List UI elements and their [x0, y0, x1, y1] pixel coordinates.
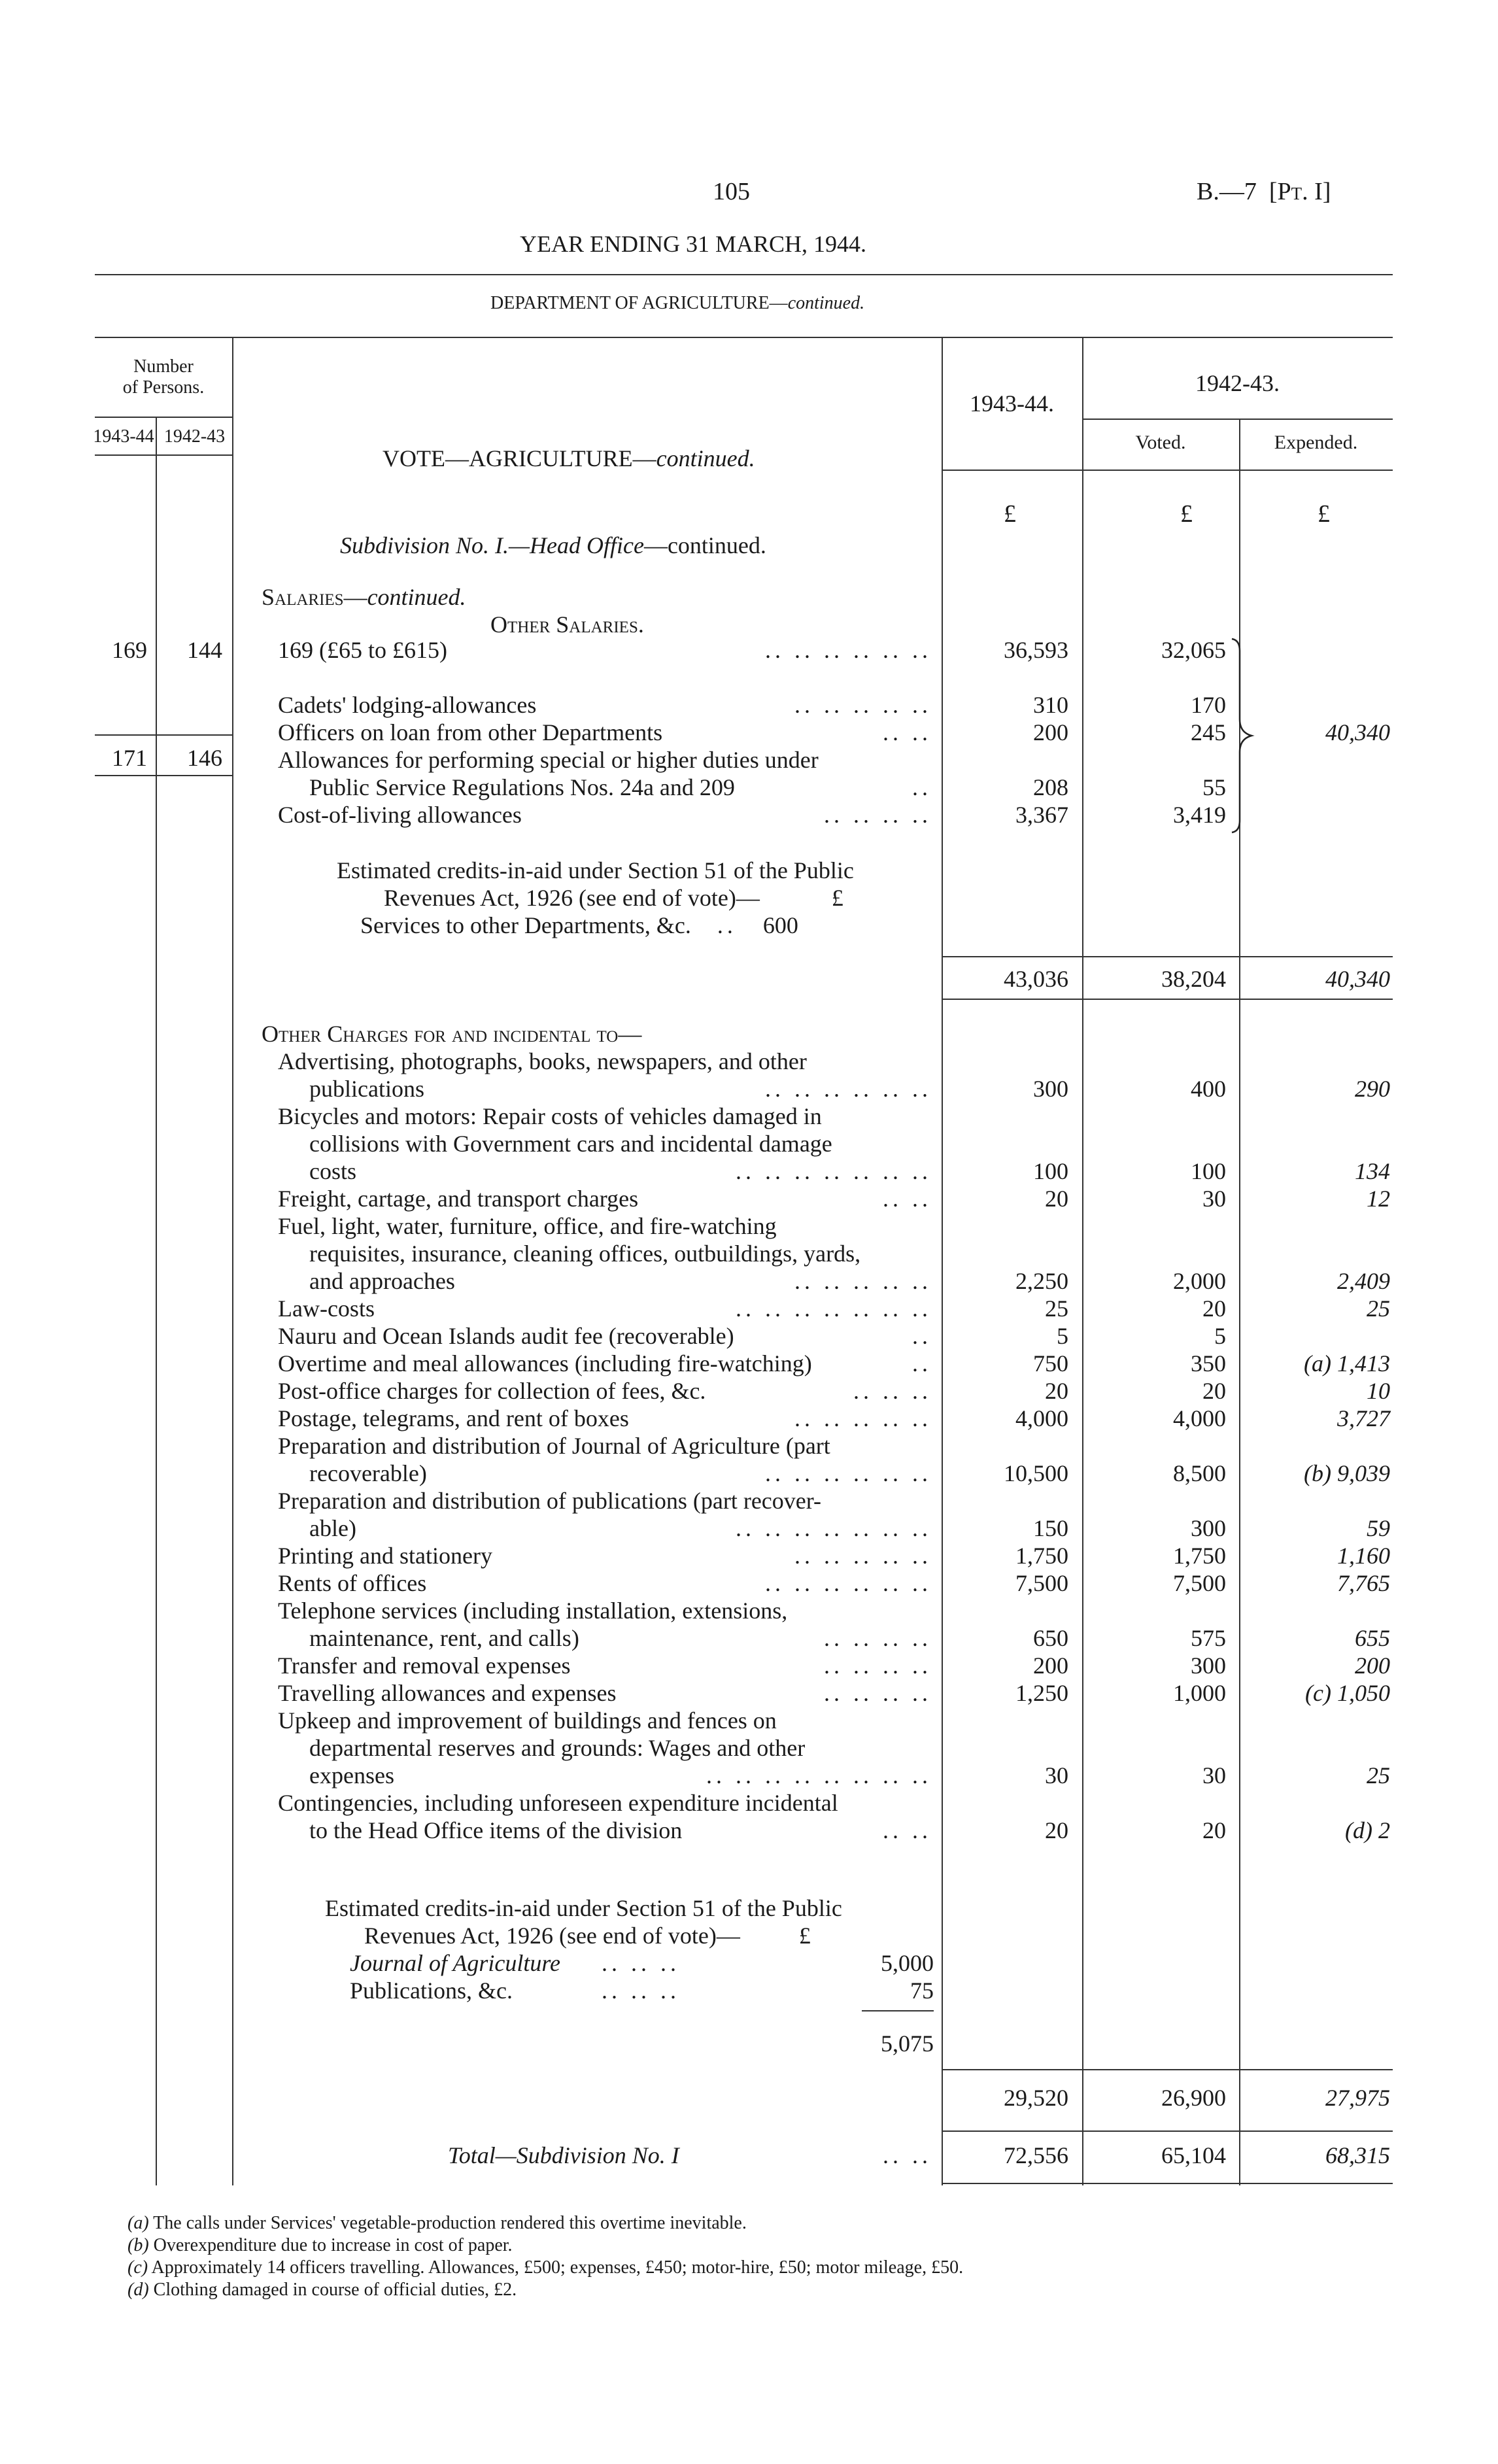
salaries-total-bottom-rule [942, 999, 1393, 1000]
charge-voted: 30 [1202, 1186, 1226, 1212]
charge-label-cont: able) [309, 1515, 356, 1541]
persons-1942-header: 1942-43 [163, 426, 226, 447]
charge-row: Overtime and meal allowances (including fire-watching) .. [278, 1350, 932, 1377]
charge-voted: 575 [1191, 1625, 1226, 1651]
charge-expended: (d) 2 [1345, 1817, 1390, 1843]
charge-1943: 100 [1033, 1158, 1068, 1184]
charge-label: Rents of offices [278, 1570, 427, 1596]
salary-1943: 36,593 [1004, 637, 1068, 663]
salary-label: Cadets' lodging-allowances [278, 692, 537, 718]
year-ending-title: YEAR ENDING 31 MARCH, 1944. [520, 231, 866, 257]
charge-voted: 100 [1191, 1158, 1226, 1184]
charge-voted: 2,000 [1173, 1268, 1226, 1294]
charge-1943: 20 [1045, 1378, 1068, 1404]
salary-1943: 200 [1033, 719, 1068, 745]
salary-label-cont: Public Service Regulations Nos. 24a and 209 [309, 774, 735, 800]
persons-169: 169 [112, 637, 147, 663]
credits-dots: .. .. .. [602, 1977, 680, 2004]
charge-label-cont: costs [309, 1158, 356, 1184]
table-top-rule [95, 337, 1393, 338]
charge-expended: 2,409 [1337, 1268, 1390, 1294]
department-name: DEPARTMENT OF AGRICULTURE— [490, 293, 788, 313]
charge-label-cont: recoverable) [309, 1460, 427, 1486]
charges-total-voted: 26,900 [1161, 2085, 1226, 2111]
credits-item: Services to other Departments, &c. [360, 912, 691, 938]
salary-label: 169 (£65 to £615) [278, 637, 447, 663]
charge-expended: 290 [1355, 1076, 1390, 1102]
persons-rule-1 [95, 734, 232, 736]
charge-voted: 1,000 [1173, 1680, 1226, 1706]
subdivision-continued: —continued. [643, 532, 766, 558]
pound-1943: £ [1004, 500, 1016, 528]
charges-total-bottom-rule [942, 2130, 1393, 2132]
charge-voted: 1,750 [1173, 1543, 1226, 1569]
charges-total-rule [942, 2069, 1393, 2070]
charge-label: Overtime and meal allowances (including fire-watching) [278, 1350, 812, 1377]
credits-pound: £ [831, 885, 843, 911]
charge-1943: 750 [1033, 1350, 1068, 1377]
charge-label: Nauru and Ocean Islands audit fee (recoverable) [278, 1323, 734, 1349]
persons-header-line1: Number [133, 356, 194, 377]
charge-1943: 7,500 [1015, 1570, 1068, 1596]
pound-voted: £ [1180, 500, 1193, 528]
charge-1943: 5 [1057, 1323, 1068, 1349]
ref-b: B. [1197, 178, 1219, 205]
charge-label-cont: collisions with Government cars and incidental damage [309, 1131, 832, 1157]
charge-label-cont: departmental reserves and grounds: Wages and other [309, 1735, 806, 1761]
salary-1943: 208 [1033, 774, 1068, 800]
charge-label-cont: publications [309, 1076, 424, 1102]
col-1943-left-border [942, 337, 943, 2185]
subdivision-title-text: Subdivision No. I.—Head Office [340, 532, 644, 558]
credits-item-publications: Publications, &c. [350, 1977, 513, 2004]
charge-expended: 200 [1355, 1652, 1390, 1679]
amount-header-rule [942, 470, 1393, 471]
salary-row: 169 (£65 to £615) .. .. .. .. .. .. [278, 637, 932, 663]
charge-voted: 350 [1191, 1350, 1226, 1377]
salary-1943: 3,367 [1015, 802, 1068, 828]
charge-row: Telephone services (including installation, extensions, maintenance, rent, and calls) .. .. .. .. [278, 1598, 932, 1651]
charge-label: Printing and stationery [278, 1543, 492, 1569]
charge-label: Advertising, photographs, books, newspapers, and other [278, 1048, 807, 1074]
charge-1943: 1,250 [1015, 1680, 1068, 1706]
footnote-text: Overexpenditure due to increase in cost of paper. [153, 2235, 513, 2255]
salaries-heading [262, 583, 466, 611]
charge-expended: (b) 9,039 [1304, 1460, 1390, 1486]
persons-header-line2: of Persons. [122, 377, 205, 398]
credits-value-publications: 75 [910, 1977, 934, 2004]
header-rule [95, 274, 1393, 275]
department-title [490, 293, 864, 314]
charge-label: Fuel, light, water, furniture, office, and fire-watching [278, 1213, 777, 1239]
salary-label: Allowances for performing special or higher duties under [278, 747, 819, 773]
salary-row: Officers on loan from other Departments .. .. [278, 719, 932, 745]
charge-label-cont: and approaches [309, 1268, 455, 1294]
salary-1943: 310 [1033, 692, 1068, 718]
grand-total-voted: 65,104 [1161, 2142, 1226, 2168]
charge-1943: 1,750 [1015, 1543, 1068, 1569]
footnote [128, 2279, 963, 2301]
credits-item-journal: Journal of Agriculture [350, 1950, 560, 1976]
persons-divider [156, 417, 157, 2185]
charge-voted: 20 [1202, 1378, 1226, 1404]
charge-expended: 7,765 [1337, 1570, 1390, 1596]
persons-header [95, 356, 232, 398]
voted-header: Voted. [1135, 432, 1186, 453]
charge-expended: 134 [1355, 1158, 1390, 1184]
credits-line1: Estimated credits-in-aid under Section 51 of the Public [337, 857, 854, 883]
footnote-mark: (d) [128, 2280, 149, 2300]
charge-label: Contingencies, including unforeseen expenditure incidental [278, 1790, 838, 1816]
charge-row: Preparation and distribution of publications (part recover- able) .. .. .. .. .. .. .. [278, 1488, 932, 1541]
credits-pound: £ [798, 1923, 811, 1949]
charge-row: Bicycles and motors: Repair costs of vehicles damaged in collisions with Government cars and incidental damage costs .. .. .. .. .. .. .. [278, 1103, 932, 1184]
credits-total: 5,075 [881, 2030, 934, 2057]
vote-title-continued: continued. [656, 445, 755, 471]
charge-label-cont: maintenance, rent, and calls) [309, 1625, 579, 1651]
salaries-expended-total: 40,340 [1325, 719, 1390, 745]
charge-label: Transfer and removal expenses [278, 1652, 571, 1679]
credits-line2: Revenues Act, 1926 (see end of vote)— [364, 1923, 740, 1949]
credits-value-journal: 5,000 [881, 1950, 934, 1976]
persons-rule-2 [95, 775, 232, 776]
charge-1943: 300 [1033, 1076, 1068, 1102]
charge-expended: 25 [1367, 1295, 1390, 1322]
charge-voted: 4,000 [1173, 1405, 1226, 1431]
charges-total-expended: 27,975 [1325, 2085, 1390, 2111]
charge-row: Law-costs .. .. .. .. .. .. .. [278, 1295, 932, 1322]
department-continued: continued. [787, 293, 865, 313]
salaries-total-expended: 40,340 [1325, 966, 1390, 992]
credits-dots: .. .. .. [602, 1950, 680, 1976]
credits-line1: Estimated credits-in-aid under Section 51 of the Public [325, 1895, 842, 1921]
salaries-total-voted: 38,204 [1161, 966, 1226, 992]
charge-1943: 25 [1045, 1295, 1068, 1322]
salary-voted: 170 [1191, 692, 1226, 718]
ref-number: —7 [1219, 178, 1257, 205]
charge-voted: 400 [1191, 1076, 1226, 1102]
charge-label-cont: expenses [309, 1762, 394, 1788]
grand-total-expended: 68,315 [1325, 2142, 1390, 2168]
charge-1943: 30 [1045, 1762, 1068, 1788]
charge-voted: 300 [1191, 1515, 1226, 1541]
salary-row: Allowances for performing special or higher duties under Public Service Regulations Nos. 24a and 209 .. [278, 747, 932, 800]
other-salaries-heading: Other Salaries. [490, 611, 644, 638]
persons-171: 171 [112, 745, 147, 771]
right-brace [1229, 638, 1262, 834]
other-charges-heading: Other Charges for and incidental to— [262, 1021, 642, 1047]
charge-expended: 59 [1367, 1515, 1390, 1541]
persons-right-border [232, 337, 233, 2185]
charge-label: Law-costs [278, 1295, 375, 1322]
charge-row: Contingencies, including unforeseen expenditure incidental to the Head Office items of the division .. .. [278, 1790, 932, 1843]
charge-row: Travelling allowances and expenses .. .. .. .. [278, 1680, 932, 1706]
charge-row: Rents of offices .. .. .. .. .. .. [278, 1570, 932, 1596]
charge-voted: 8,500 [1173, 1460, 1226, 1486]
charge-label: Bicycles and motors: Repair costs of vehicles damaged in [278, 1103, 822, 1129]
charge-voted: 20 [1202, 1295, 1226, 1322]
charge-expended: 25 [1367, 1762, 1390, 1788]
page-number: 105 [713, 178, 750, 205]
footnote-mark: (c) [128, 2257, 148, 2278]
charge-row: Preparation and distribution of Journal of Agriculture (part recoverable) .. .. .. .. .. .. [278, 1433, 932, 1486]
charge-expended: 655 [1355, 1625, 1390, 1651]
col-1943-header: 1943-44. [970, 390, 1054, 417]
charge-1943: 20 [1045, 1817, 1068, 1843]
charge-row: Upkeep and improvement of buildings and fences on departmental reserves and grounds: Wages and other expenses .. .. .. .. .. .. .. .. [278, 1707, 932, 1788]
charge-voted: 7,500 [1173, 1570, 1226, 1596]
salary-row: Cadets' lodging-allowances .. .. .. .. .. [278, 692, 932, 718]
salary-voted: 32,065 [1161, 637, 1226, 663]
expended-header: Expended. [1274, 432, 1358, 453]
credits-subtotal-rule [862, 2010, 934, 2011]
vote-title-text: VOTE—AGRICULTURE— [383, 445, 656, 471]
salary-voted: 245 [1191, 719, 1226, 745]
charge-1943: 150 [1033, 1515, 1068, 1541]
salaries-credits-text: Estimated credits-in-aid under Section 51 of the Public Revenues Act, 1926 (see end of vote)— £ Services to other Departments, &c. .. 600 [337, 857, 854, 938]
charge-expended: 10 [1367, 1378, 1390, 1404]
footnote-text: The calls under Services' vegetable-production rendered this overtime inevitable. [153, 2213, 747, 2233]
persons-header-rule [95, 417, 232, 418]
charge-voted: 30 [1202, 1762, 1226, 1788]
charges-credits-text [325, 1894, 842, 1949]
salary-voted: 3,419 [1173, 802, 1226, 828]
charge-row: Printing and stationery .. .. .. .. .. [278, 1543, 932, 1569]
col-1942-header: 1942-43. [1195, 370, 1280, 396]
charge-label-cont: requisites, insurance, cleaning offices, outbuildings, yards, [309, 1241, 861, 1267]
pound-expended: £ [1318, 500, 1330, 528]
charge-label-cont: to the Head Office items of the division [309, 1817, 683, 1843]
grand-total-bottom-rule [942, 2183, 1393, 2184]
col-1942-left-border [1082, 337, 1083, 2185]
salary-row: Cost-of-living allowances .. .. .. .. [278, 802, 932, 828]
charge-label: Freight, cartage, and transport charges [278, 1186, 639, 1212]
charge-label: Postage, telegrams, and rent of boxes [278, 1405, 629, 1431]
persons-1943-header: 1943-44 [93, 426, 154, 447]
charge-row: Nauru and Ocean Islands audit fee (recoverable) .. [278, 1323, 932, 1349]
charge-1943: 650 [1033, 1625, 1068, 1651]
credits-line2: Revenues Act, 1926 (see end of vote)— [384, 885, 760, 911]
salary-label: Cost-of-living allowances [278, 802, 522, 828]
charge-voted: 5 [1214, 1323, 1226, 1349]
charge-row: Postage, telegrams, and rent of boxes .. .. .. .. .. [278, 1405, 932, 1431]
charge-label: Upkeep and improvement of buildings and fences on [278, 1707, 777, 1734]
persons-146: 146 [187, 745, 222, 771]
charge-voted: 300 [1191, 1652, 1226, 1679]
col-1942-sub-rule [1082, 419, 1393, 420]
footnote [128, 2212, 963, 2234]
footnote-text: Approximately 14 officers travelling. Allowances, £500; expenses, £450; motor-hire, £50; motor mileage, £50. [151, 2257, 964, 2278]
salaries-heading-text: Salaries— [262, 584, 367, 610]
subdivision-title [340, 532, 766, 559]
grand-total-label: Total—Subdivision No. I [448, 2142, 679, 2168]
charge-1943: 2,250 [1015, 1268, 1068, 1294]
charge-row: Fuel, light, water, furniture, office, and fire-watching requisites, insurance, cleaning offices, outbuildings, yards, and approaches .. .. .. .. .. [278, 1213, 932, 1294]
footnote-mark: (b) [128, 2235, 149, 2255]
charge-1943: 10,500 [1004, 1460, 1068, 1486]
charges-total-1943: 29,520 [1004, 2085, 1068, 2111]
persons-144: 144 [187, 637, 222, 663]
ref-part: [Pt. I] [1268, 178, 1331, 205]
vote-title [383, 445, 755, 472]
charge-expended: (c) 1,050 [1305, 1680, 1390, 1706]
charge-label: Preparation and distribution of Journal of Agriculture (part [278, 1433, 830, 1459]
charge-expended: 1,160 [1337, 1543, 1390, 1569]
charge-1943: 20 [1045, 1186, 1068, 1212]
document-reference [1197, 178, 1331, 205]
footnote-mark: (a) [128, 2213, 149, 2233]
charge-row: Freight, cartage, and transport charges .. .. [278, 1186, 932, 1212]
charge-expended: (a) 1,413 [1304, 1350, 1390, 1377]
salaries-total-rule [942, 956, 1393, 957]
charge-label: Telephone services (including installation, extensions, [278, 1598, 788, 1624]
grand-total-1943: 72,556 [1004, 2142, 1068, 2168]
charge-row: Transfer and removal expenses .. .. .. .. [278, 1652, 932, 1679]
credits-value: 600 [762, 912, 798, 938]
footnote [128, 2257, 963, 2279]
footnote [128, 2234, 963, 2257]
footnote-text: Clothing damaged in course of official duties, £2. [153, 2280, 517, 2300]
salaries-continued: continued. [367, 584, 466, 610]
salary-label: Officers on loan from other Departments [278, 719, 663, 745]
charge-1943: 200 [1033, 1652, 1068, 1679]
charge-1943: 4,000 [1015, 1405, 1068, 1431]
charge-label: Travelling allowances and expenses [278, 1680, 617, 1706]
charge-voted: 20 [1202, 1817, 1226, 1843]
charge-expended: 12 [1367, 1186, 1390, 1212]
charge-row: Post-office charges for collection of fees, &c. .. .. .. [278, 1378, 932, 1404]
grand-total-row: Total—Subdivision No. I .. .. [448, 2142, 932, 2168]
charge-label: Post-office charges for collection of fees, &c. [278, 1378, 706, 1404]
persons-subheader-rule [95, 454, 232, 456]
salaries-total-1943: 43,036 [1004, 966, 1068, 992]
charge-label: Preparation and distribution of publications (part recover- [278, 1488, 822, 1514]
footnotes [128, 2212, 963, 2301]
charge-expended: 3,727 [1337, 1405, 1390, 1431]
salary-voted: 55 [1202, 774, 1226, 800]
charge-row: Advertising, photographs, books, newspapers, and other publications .. .. .. .. .. .. [278, 1048, 932, 1102]
